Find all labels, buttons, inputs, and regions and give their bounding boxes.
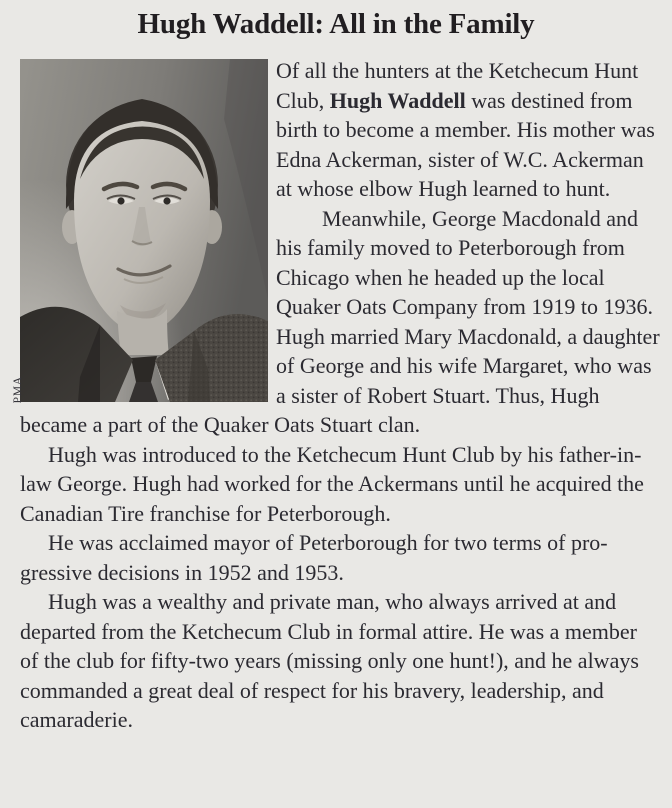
article-body	[0, 56, 672, 735]
book-page	[0, 6, 672, 808]
lead-text-before: Of all the hunters at the Ketchecum Hunt Club,	[276, 58, 639, 113]
portrait-photo-figure	[12, 59, 268, 403]
paragraph-hunt-club: Hugh was introduced to the Ketchecum Hunt Club by his father-in-law George. Hugh had worked for the Ackermans until he acquired the Canadian Tire franchise for Peterborough.	[20, 441, 644, 526]
lead-text-after: was destined from birth to become a member. His mother was Edna Ackerman, sister of W.C. Ackerman at whose elbow Hugh learned to hunt.	[276, 87, 655, 201]
subject-name-bold: Hugh Waddell	[329, 87, 466, 113]
page-title: Hugh Waddell: All in the Family	[137, 8, 535, 40]
paragraph-mayor: He was acclaimed mayor of Peterborough for two terms of progressive decisions in 1952 and 1953.	[20, 530, 608, 585]
photo-credit: PMA	[12, 375, 24, 403]
paragraph-character: Hugh was a wealthy and private man, who always arrived at and departed from the Ketchecum Club in formal attire. He was a member of the club for fifty-two years (missing only one hunt!), and he always commanded a great deal of respect for his bravery, leadership, and camaraderie.	[20, 589, 639, 732]
paragraph-macdonald: Meanwhile, George Macdonald and his family moved to Peterborough from Chicago when he headed up the local Quaker Oats Company from 1919 to 1936. Hugh married Mary Macdonald, a daughter of George and his wife Margaret, who was a sister of Robert Stuart. Thus, Hugh became a part of the Quaker Oats Stuart clan.	[20, 205, 660, 437]
portrait-photo	[20, 59, 268, 402]
